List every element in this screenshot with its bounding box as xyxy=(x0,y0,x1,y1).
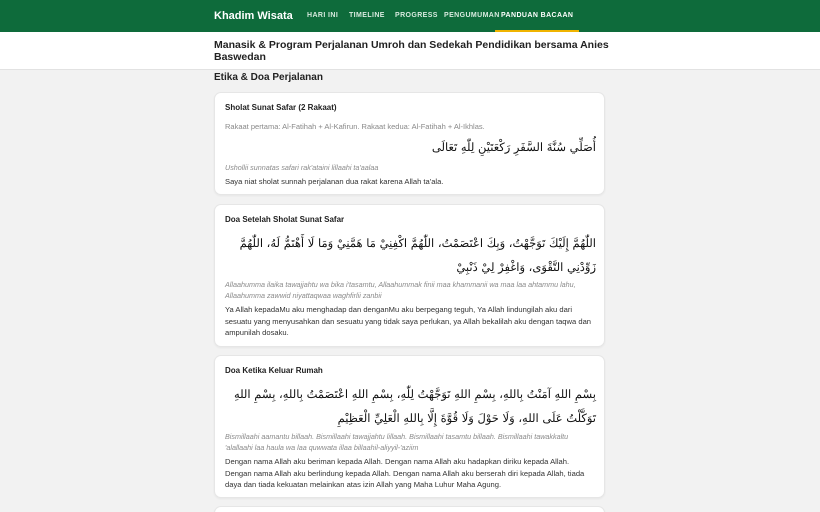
latin-transliteration: Ushollii sunnatas safari rak'ataini lillaahi ta'aalaa xyxy=(225,163,379,172)
prayer-card xyxy=(214,204,605,347)
card-title: Doa Ketika Keluar Rumah xyxy=(225,366,323,375)
top-nav xyxy=(0,0,820,32)
prayer-card xyxy=(214,506,605,512)
meaning-text: Dengan nama Allah aku beriman kepada Allah. Dengan nama Allah aku hadapkan diriku kepada Allah. Dengan nama Allah aku berlindung kepada Allah. Dengan nama Allah aku berserah diri kepada Allah, tiada daya dan tiada kekuatan melainkan atas izin Allah yang Maha Luhur Maha Agung. xyxy=(225,457,585,489)
arabic-text: اللّٰهُمَّ إِلَيْكَ تَوَجَّهْتُ، وَبِكَ اعْتَصَمْتُ، اللّٰهُمَّ اكْفِنِيْ مَا هَمَّنِيْ وَمَا لَا أَهْتَمُّ لَهُ، اللّٰهُمَّ زَوِّدْنِي التَّقْوَى، وَاغْفِرْ لِيْ ذَنْبِيْ xyxy=(239,236,596,274)
nav-item-progress[interactable]: PROGRESS xyxy=(395,12,438,19)
card-title: Sholat Sunat Safar (2 Rakaat) xyxy=(225,103,337,112)
arabic-text: أُصَلِّي سُنَّةَ السَّفَرِ رَكْعَتَيْنِ لِلّٰهِ تَعَالَى xyxy=(431,140,596,154)
meaning-text: Ya Allah kepadaMu aku menghadap dan denganMu aku berpegang teguh, Ya Allah lindungilah aku dari sesuatu yang menyusahkan dan sesuatu yang tidak saya perlukan, ya Allah bekalilah aku dengan taqwa dan ampunilah dosaku. xyxy=(225,305,592,337)
latin-transliteration: Bismillaahi aamantu billaah. Bismillaahi tawajjahtu lillaah. Bismillaahi tasamtu billaah. Bismillaahi tawakkaltu 'alallaahi laa haula wa laa quwwata illaa billaahil-aliyyil-'aziim xyxy=(225,432,569,452)
nav-item-hari-ini[interactable]: HARI INI xyxy=(307,12,339,19)
nav-item-pengumuman[interactable]: PENGUMUMAN xyxy=(444,12,500,19)
latin-transliteration: Allaahumma ilaika tawajjahtu wa bika i'tasamtu, Allaahummak finii maa khammanii wa maa laa ahtammu lahu, Allaahumma zawwid niyattaqwaa waghfirlii zanbii xyxy=(225,280,576,300)
section-title: Etika & Doa Perjalanan xyxy=(214,72,323,83)
prayer-card xyxy=(214,355,605,498)
meaning-text: Saya niat sholat sunnah perjalanan dua rakat karena Allah ta'ala. xyxy=(225,177,444,186)
card-note: Rakaat pertama: Al-Fatihah + Al-Kafirun. Rakaat kedua: Al-Fatihah + Al-Ikhlas. xyxy=(225,122,485,131)
brand-logo[interactable]: Khadim Wisata xyxy=(214,10,293,22)
prayer-card xyxy=(214,92,605,195)
nav-item-panduan-bacaan[interactable]: PANDUAN BACAAN xyxy=(495,0,579,32)
card-title: Doa Setelah Sholat Sunat Safar xyxy=(225,215,345,224)
nav-item-timeline[interactable]: TIMELINE xyxy=(349,12,385,19)
page-title: Manasik & Program Perjalanan Umroh dan Sedekah Pendidikan bersama Anies Baswedan xyxy=(214,39,609,63)
arabic-text: بِسْمِ اللهِ آمَنْتُ بِاللهِ، بِسْمِ اللهِ تَوَجَّهْتُ لِلّٰهِ، بِسْمِ اللهِ اعْتَصَمْتُ بِاللهِ، بِسْمِ اللهِ تَوَكَّلْتُ عَلَى اللهِ، وَلَا حَوْلَ وَلَا قُوَّةَ إِلَّا بِاللهِ الْعَلِيِّ الْعَظِيْمِ xyxy=(233,387,596,425)
